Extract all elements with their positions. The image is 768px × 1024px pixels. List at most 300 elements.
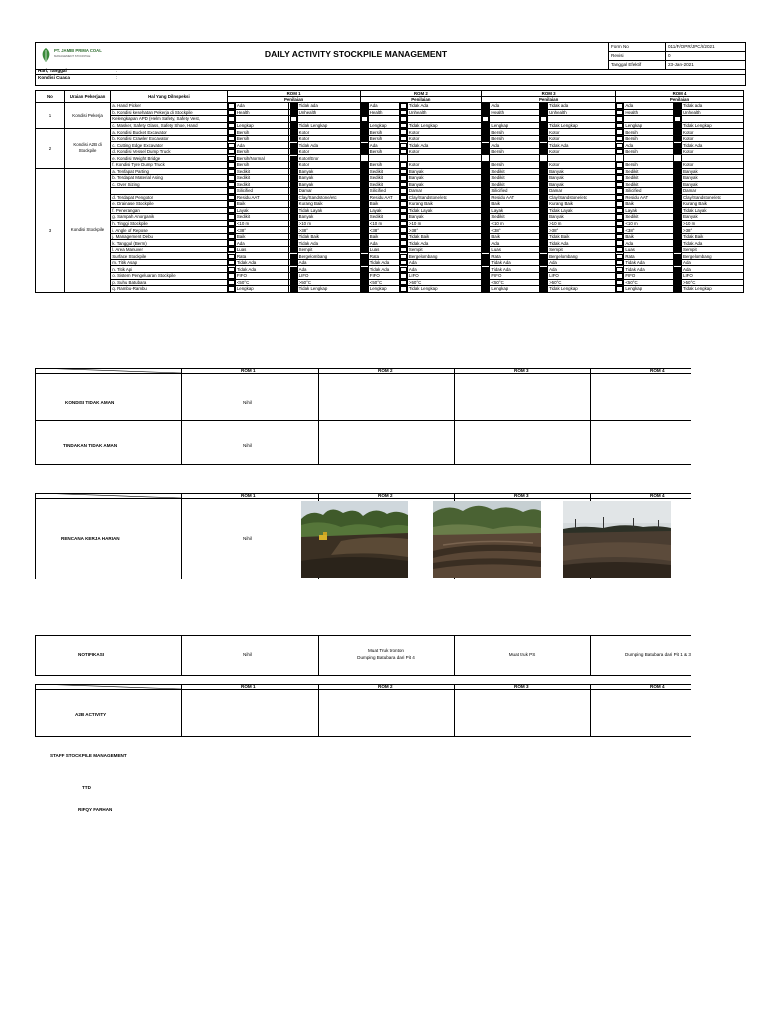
option-checkbox[interactable] bbox=[400, 234, 407, 239]
option-checkbox[interactable] bbox=[540, 267, 547, 272]
option-checkbox-cell bbox=[616, 246, 624, 253]
option-checkbox[interactable] bbox=[290, 175, 297, 180]
option-checkbox[interactable] bbox=[616, 221, 623, 226]
option-checkbox[interactable] bbox=[400, 254, 407, 259]
option-checkbox[interactable] bbox=[290, 156, 297, 161]
option-checkbox[interactable] bbox=[361, 188, 368, 193]
option-checkbox[interactable] bbox=[400, 129, 407, 134]
option-checkbox[interactable] bbox=[616, 143, 623, 148]
option-checkbox[interactable] bbox=[674, 234, 681, 239]
option-checkbox[interactable] bbox=[540, 208, 547, 213]
option-checkbox-cell bbox=[482, 207, 490, 214]
option-checkbox[interactable] bbox=[616, 214, 623, 219]
option-checkbox-cell bbox=[289, 122, 297, 129]
option-checkbox-cell bbox=[289, 233, 297, 240]
option-checkbox[interactable] bbox=[482, 136, 489, 141]
option-checkbox[interactable] bbox=[400, 136, 407, 141]
option-checkbox[interactable] bbox=[616, 188, 623, 193]
option-checkbox[interactable] bbox=[616, 116, 623, 121]
option-checkbox[interactable] bbox=[674, 208, 681, 213]
option-checkbox[interactable] bbox=[540, 227, 547, 232]
option-checkbox[interactable] bbox=[400, 175, 407, 180]
option-checkbox[interactable] bbox=[228, 123, 235, 128]
option-checkbox[interactable] bbox=[540, 110, 547, 115]
option-checkbox[interactable] bbox=[400, 273, 407, 278]
rencana-rom3: ROM 3 bbox=[514, 493, 529, 498]
option-checkbox[interactable] bbox=[540, 273, 547, 278]
option-checkbox[interactable] bbox=[674, 254, 681, 259]
option-checkbox[interactable] bbox=[290, 188, 297, 193]
option-checkbox-cell bbox=[673, 253, 681, 260]
option-checkbox[interactable] bbox=[482, 188, 489, 193]
option-checkbox[interactable] bbox=[400, 286, 407, 291]
option-checkbox[interactable] bbox=[616, 195, 623, 200]
option-label: Bersih bbox=[624, 129, 673, 136]
option-checkbox[interactable] bbox=[616, 136, 623, 141]
option-checkbox[interactable] bbox=[361, 129, 368, 134]
option-label: Kotor bbox=[297, 161, 360, 168]
option-label: <38° bbox=[235, 227, 289, 234]
option-checkbox[interactable] bbox=[228, 234, 235, 239]
option-checkbox[interactable] bbox=[616, 162, 623, 167]
option-label: Tidak Ada bbox=[368, 259, 399, 266]
option-checkbox[interactable] bbox=[674, 240, 681, 245]
option-checkbox-cell bbox=[227, 148, 235, 155]
option-checkbox[interactable] bbox=[228, 143, 235, 148]
option-checkbox[interactable] bbox=[228, 116, 235, 121]
option-checkbox-cell bbox=[399, 175, 407, 182]
option-checkbox[interactable] bbox=[361, 182, 368, 187]
option-checkbox[interactable] bbox=[674, 123, 681, 128]
option-checkbox[interactable] bbox=[540, 214, 547, 219]
option-checkbox[interactable] bbox=[616, 149, 623, 154]
option-checkbox[interactable] bbox=[540, 221, 547, 226]
option-checkbox[interactable] bbox=[228, 156, 235, 161]
option-checkbox-cell bbox=[539, 161, 547, 168]
option-checkbox[interactable] bbox=[616, 169, 623, 174]
option-checkbox[interactable] bbox=[361, 240, 368, 245]
option-checkbox[interactable] bbox=[674, 201, 681, 206]
option-checkbox[interactable] bbox=[361, 214, 368, 219]
option-checkbox-cell bbox=[482, 161, 490, 168]
option-checkbox[interactable] bbox=[482, 208, 489, 213]
option-checkbox[interactable] bbox=[361, 103, 368, 108]
option-checkbox[interactable] bbox=[400, 201, 407, 206]
option-checkbox[interactable] bbox=[290, 234, 297, 239]
option-checkbox[interactable] bbox=[400, 280, 407, 285]
option-checkbox[interactable] bbox=[228, 195, 235, 200]
option-label: Bergelombang bbox=[682, 253, 744, 260]
option-checkbox[interactable] bbox=[674, 116, 681, 121]
option-checkbox-cell bbox=[399, 201, 407, 208]
option-checkbox[interactable] bbox=[290, 103, 297, 108]
option-checkbox[interactable] bbox=[400, 149, 407, 154]
option-checkbox[interactable] bbox=[290, 182, 297, 187]
option-checkbox[interactable] bbox=[482, 162, 489, 167]
option-label: Baik bbox=[624, 201, 673, 208]
option-checkbox[interactable] bbox=[482, 103, 489, 108]
option-checkbox-cell bbox=[673, 142, 681, 149]
option-checkbox[interactable] bbox=[228, 162, 235, 167]
option-checkbox[interactable] bbox=[482, 286, 489, 291]
option-checkbox[interactable] bbox=[228, 136, 235, 141]
option-checkbox[interactable] bbox=[540, 103, 547, 108]
option-checkbox[interactable] bbox=[540, 247, 547, 252]
option-checkbox[interactable] bbox=[616, 280, 623, 285]
option-checkbox-cell bbox=[539, 207, 547, 214]
option-checkbox[interactable] bbox=[361, 286, 368, 291]
option-checkbox[interactable] bbox=[290, 227, 297, 232]
option-checkbox[interactable] bbox=[400, 247, 407, 252]
option-checkbox[interactable] bbox=[400, 227, 407, 232]
option-label: Kotor bbox=[407, 161, 481, 168]
option-checkbox-cell bbox=[482, 168, 490, 175]
option-checkbox[interactable] bbox=[482, 143, 489, 148]
notifikasi-section bbox=[35, 635, 691, 675]
option-checkbox[interactable] bbox=[290, 260, 297, 265]
inspection-item: k. Tanggul (Berm) bbox=[111, 240, 227, 247]
option-checkbox[interactable] bbox=[616, 208, 623, 213]
option-checkbox-cell bbox=[399, 253, 407, 260]
option-checkbox[interactable] bbox=[290, 195, 297, 200]
inspection-table bbox=[35, 90, 744, 293]
option-checkbox[interactable] bbox=[674, 214, 681, 219]
option-checkbox[interactable] bbox=[482, 195, 489, 200]
option-checkbox[interactable] bbox=[540, 129, 547, 134]
option-checkbox[interactable] bbox=[228, 208, 235, 213]
option-label: Ada bbox=[682, 259, 744, 266]
option-checkbox[interactable] bbox=[616, 227, 623, 232]
option-checkbox[interactable] bbox=[400, 123, 407, 128]
option-checkbox[interactable] bbox=[674, 273, 681, 278]
option-checkbox[interactable] bbox=[482, 214, 489, 219]
option-checkbox[interactable] bbox=[482, 254, 489, 259]
option-checkbox[interactable] bbox=[228, 188, 235, 193]
option-checkbox[interactable] bbox=[616, 254, 623, 259]
option-checkbox[interactable] bbox=[540, 143, 547, 148]
option-checkbox[interactable] bbox=[616, 201, 623, 206]
option-checkbox[interactable] bbox=[674, 247, 681, 252]
option-checkbox[interactable] bbox=[400, 162, 407, 167]
option-checkbox[interactable] bbox=[228, 110, 235, 115]
option-checkbox[interactable] bbox=[361, 169, 368, 174]
option-checkbox-cell bbox=[227, 194, 235, 201]
option-checkbox[interactable] bbox=[228, 169, 235, 174]
option-label: Ada bbox=[368, 142, 399, 149]
option-checkbox[interactable] bbox=[616, 260, 623, 265]
option-checkbox[interactable] bbox=[482, 267, 489, 272]
option-checkbox[interactable] bbox=[616, 234, 623, 239]
option-checkbox[interactable] bbox=[228, 227, 235, 232]
option-label: Banyak bbox=[297, 168, 360, 175]
option-checkbox[interactable] bbox=[540, 169, 547, 174]
option-label: Residu AAT bbox=[624, 194, 673, 201]
option-checkbox[interactable] bbox=[482, 116, 489, 121]
option-checkbox-cell bbox=[289, 116, 297, 123]
option-checkbox[interactable] bbox=[228, 221, 235, 226]
option-checkbox[interactable] bbox=[616, 110, 623, 115]
option-checkbox[interactable] bbox=[290, 116, 297, 121]
option-label: Tidak ada bbox=[548, 103, 616, 110]
option-checkbox[interactable] bbox=[674, 267, 681, 272]
option-checkbox[interactable] bbox=[361, 267, 368, 272]
option-checkbox[interactable] bbox=[290, 273, 297, 278]
option-checkbox[interactable] bbox=[228, 201, 235, 206]
option-checkbox[interactable] bbox=[616, 129, 623, 134]
option-checkbox-cell bbox=[289, 240, 297, 247]
option-checkbox[interactable] bbox=[540, 149, 547, 154]
option-checkbox[interactable] bbox=[290, 169, 297, 174]
tanggal-value: 23-Jan-2021 bbox=[666, 61, 746, 70]
option-checkbox[interactable] bbox=[400, 188, 407, 193]
option-checkbox[interactable] bbox=[674, 129, 681, 134]
option-checkbox-cell bbox=[399, 207, 407, 214]
option-checkbox[interactable] bbox=[540, 123, 547, 128]
option-checkbox-cell bbox=[539, 109, 547, 116]
option-label: Silicified bbox=[624, 188, 673, 195]
option-label: <50°C bbox=[624, 279, 673, 286]
option-checkbox[interactable] bbox=[540, 201, 547, 206]
option-checkbox[interactable] bbox=[482, 247, 489, 252]
option-checkbox[interactable] bbox=[674, 227, 681, 232]
option-checkbox[interactable] bbox=[290, 286, 297, 291]
option-checkbox[interactable] bbox=[674, 169, 681, 174]
option-label: LIFO bbox=[548, 273, 616, 280]
option-label: Kotor bbox=[682, 148, 744, 155]
option-checkbox[interactable] bbox=[540, 195, 547, 200]
kondisi-rom1: ROM 1 bbox=[241, 368, 256, 373]
option-checkbox[interactable] bbox=[228, 260, 235, 265]
option-checkbox[interactable] bbox=[674, 195, 681, 200]
option-checkbox[interactable] bbox=[361, 254, 368, 259]
option-checkbox[interactable] bbox=[482, 240, 489, 245]
option-checkbox[interactable] bbox=[674, 182, 681, 187]
option-checkbox[interactable] bbox=[482, 123, 489, 128]
option-label: >38° bbox=[407, 227, 481, 234]
option-checkbox[interactable] bbox=[400, 240, 407, 245]
option-checkbox[interactable] bbox=[361, 162, 368, 167]
option-checkbox-cell bbox=[673, 103, 681, 110]
rencana-label: RENCANA KERJA HARIAN bbox=[61, 536, 120, 541]
option-checkbox[interactable] bbox=[290, 240, 297, 245]
option-checkbox[interactable] bbox=[482, 182, 489, 187]
option-checkbox[interactable] bbox=[361, 273, 368, 278]
inspection-item: g. Sampah Anorganik bbox=[111, 214, 227, 221]
option-checkbox-cell bbox=[227, 109, 235, 116]
option-checkbox[interactable] bbox=[361, 201, 368, 206]
option-checkbox[interactable] bbox=[482, 221, 489, 226]
option-checkbox[interactable] bbox=[616, 123, 623, 128]
option-label: FIFO bbox=[624, 273, 673, 280]
option-checkbox[interactable] bbox=[361, 234, 368, 239]
option-checkbox[interactable] bbox=[400, 103, 407, 108]
option-label: Tidak Layak bbox=[548, 207, 616, 214]
option-checkbox[interactable] bbox=[361, 116, 368, 121]
option-checkbox[interactable] bbox=[400, 214, 407, 219]
option-checkbox[interactable] bbox=[674, 175, 681, 180]
option-checkbox[interactable] bbox=[290, 254, 297, 259]
option-checkbox-cell bbox=[360, 103, 368, 110]
option-label: Bersih bbox=[235, 135, 289, 142]
option-checkbox[interactable] bbox=[674, 221, 681, 226]
option-checkbox[interactable] bbox=[400, 267, 407, 272]
option-checkbox[interactable] bbox=[674, 260, 681, 265]
option-checkbox[interactable] bbox=[361, 247, 368, 252]
option-checkbox[interactable] bbox=[400, 260, 407, 265]
option-checkbox[interactable] bbox=[290, 129, 297, 134]
option-checkbox[interactable] bbox=[290, 110, 297, 115]
option-checkbox-cell bbox=[482, 286, 490, 293]
a2b-rom3: ROM 3 bbox=[514, 684, 529, 689]
option-checkbox[interactable] bbox=[290, 221, 297, 226]
option-checkbox[interactable] bbox=[228, 280, 235, 285]
option-checkbox[interactable] bbox=[290, 208, 297, 213]
option-checkbox-cell bbox=[616, 135, 624, 142]
option-checkbox[interactable] bbox=[400, 221, 407, 226]
option-checkbox[interactable] bbox=[290, 136, 297, 141]
option-checkbox[interactable] bbox=[361, 149, 368, 154]
option-checkbox[interactable] bbox=[540, 240, 547, 245]
option-checkbox[interactable] bbox=[290, 201, 297, 206]
option-checkbox[interactable] bbox=[616, 103, 623, 108]
option-checkbox[interactable] bbox=[290, 162, 297, 167]
option-checkbox[interactable] bbox=[361, 195, 368, 200]
option-checkbox[interactable] bbox=[482, 129, 489, 134]
option-checkbox[interactable] bbox=[361, 123, 368, 128]
option-checkbox[interactable] bbox=[540, 280, 547, 285]
option-checkbox[interactable] bbox=[228, 175, 235, 180]
option-checkbox[interactable] bbox=[674, 103, 681, 108]
option-label: Lengkap bbox=[624, 286, 673, 293]
option-checkbox-cell bbox=[289, 142, 297, 149]
option-checkbox[interactable] bbox=[482, 227, 489, 232]
option-checkbox[interactable] bbox=[674, 136, 681, 141]
option-checkbox[interactable] bbox=[228, 267, 235, 272]
option-checkbox[interactable] bbox=[674, 280, 681, 285]
option-checkbox[interactable] bbox=[400, 116, 407, 121]
option-checkbox[interactable] bbox=[540, 136, 547, 141]
option-label: >38° bbox=[682, 227, 744, 234]
option-checkbox[interactable] bbox=[228, 103, 235, 108]
option-checkbox[interactable] bbox=[361, 110, 368, 115]
option-checkbox[interactable] bbox=[674, 188, 681, 193]
option-label: Baik bbox=[235, 233, 289, 240]
option-checkbox[interactable] bbox=[482, 273, 489, 278]
option-checkbox[interactable] bbox=[228, 254, 235, 259]
option-label: Banyak bbox=[297, 175, 360, 182]
option-checkbox[interactable] bbox=[674, 149, 681, 154]
option-checkbox[interactable] bbox=[290, 267, 297, 272]
option-checkbox[interactable] bbox=[674, 110, 681, 115]
option-checkbox[interactable] bbox=[400, 143, 407, 148]
option-checkbox[interactable] bbox=[616, 286, 623, 291]
option-checkbox[interactable] bbox=[540, 254, 547, 259]
option-checkbox[interactable] bbox=[228, 182, 235, 187]
option-checkbox[interactable] bbox=[361, 221, 368, 226]
option-checkbox[interactable] bbox=[228, 129, 235, 134]
option-label: Ada bbox=[368, 103, 399, 110]
option-checkbox[interactable] bbox=[482, 260, 489, 265]
option-checkbox[interactable] bbox=[616, 175, 623, 180]
option-checkbox[interactable] bbox=[540, 182, 547, 187]
option-checkbox[interactable] bbox=[540, 116, 547, 121]
option-checkbox[interactable] bbox=[674, 162, 681, 167]
option-label: Tidak Lengkap bbox=[548, 286, 616, 293]
option-checkbox[interactable] bbox=[482, 149, 489, 154]
option-checkbox[interactable] bbox=[616, 247, 623, 252]
option-checkbox[interactable] bbox=[400, 208, 407, 213]
option-label: <50°C bbox=[235, 279, 289, 286]
option-label: Kotor bbox=[297, 129, 360, 136]
option-checkbox[interactable] bbox=[361, 175, 368, 180]
option-checkbox[interactable] bbox=[482, 234, 489, 239]
option-checkbox[interactable] bbox=[674, 143, 681, 148]
option-checkbox[interactable] bbox=[616, 240, 623, 245]
option-checkbox[interactable] bbox=[540, 260, 547, 265]
option-checkbox[interactable] bbox=[482, 169, 489, 174]
option-checkbox[interactable] bbox=[540, 188, 547, 193]
option-checkbox[interactable] bbox=[228, 273, 235, 278]
option-checkbox[interactable] bbox=[400, 110, 407, 115]
option-checkbox[interactable] bbox=[290, 143, 297, 148]
option-checkbox[interactable] bbox=[228, 240, 235, 245]
option-checkbox[interactable] bbox=[540, 286, 547, 291]
option-label: Sedikit bbox=[624, 214, 673, 221]
option-checkbox[interactable] bbox=[482, 175, 489, 180]
option-checkbox-cell bbox=[360, 201, 368, 208]
option-checkbox[interactable] bbox=[540, 175, 547, 180]
option-label: Bersih bbox=[368, 135, 399, 142]
option-checkbox[interactable] bbox=[228, 214, 235, 219]
option-checkbox[interactable] bbox=[361, 136, 368, 141]
option-checkbox[interactable] bbox=[482, 201, 489, 206]
option-checkbox[interactable] bbox=[290, 123, 297, 128]
option-checkbox[interactable] bbox=[361, 208, 368, 213]
option-label: Kotor bbox=[297, 148, 360, 155]
option-checkbox[interactable] bbox=[361, 143, 368, 148]
option-checkbox[interactable] bbox=[482, 110, 489, 115]
option-checkbox[interactable] bbox=[482, 280, 489, 285]
option-checkbox[interactable] bbox=[616, 267, 623, 272]
option-checkbox[interactable] bbox=[290, 247, 297, 252]
option-checkbox[interactable] bbox=[361, 227, 368, 232]
option-checkbox[interactable] bbox=[228, 286, 235, 291]
option-checkbox[interactable] bbox=[290, 280, 297, 285]
option-checkbox[interactable] bbox=[400, 182, 407, 187]
option-checkbox[interactable] bbox=[228, 149, 235, 154]
option-checkbox[interactable] bbox=[361, 280, 368, 285]
option-checkbox-cell bbox=[616, 122, 624, 129]
option-checkbox[interactable] bbox=[400, 195, 407, 200]
option-label: Ada bbox=[548, 259, 616, 266]
option-checkbox-cell bbox=[360, 253, 368, 260]
option-checkbox[interactable] bbox=[361, 260, 368, 265]
option-checkbox[interactable] bbox=[400, 169, 407, 174]
option-checkbox[interactable] bbox=[290, 149, 297, 154]
option-checkbox[interactable] bbox=[228, 247, 235, 252]
option-checkbox[interactable] bbox=[616, 273, 623, 278]
option-checkbox-cell bbox=[360, 181, 368, 188]
option-checkbox-cell bbox=[616, 207, 624, 214]
option-checkbox-cell bbox=[289, 168, 297, 175]
option-checkbox[interactable] bbox=[674, 286, 681, 291]
option-checkbox[interactable] bbox=[540, 162, 547, 167]
option-checkbox[interactable] bbox=[290, 214, 297, 219]
option-checkbox[interactable] bbox=[616, 182, 623, 187]
option-label: Banyak bbox=[548, 181, 616, 188]
inspection-row bbox=[36, 194, 744, 201]
option-checkbox[interactable] bbox=[540, 234, 547, 239]
